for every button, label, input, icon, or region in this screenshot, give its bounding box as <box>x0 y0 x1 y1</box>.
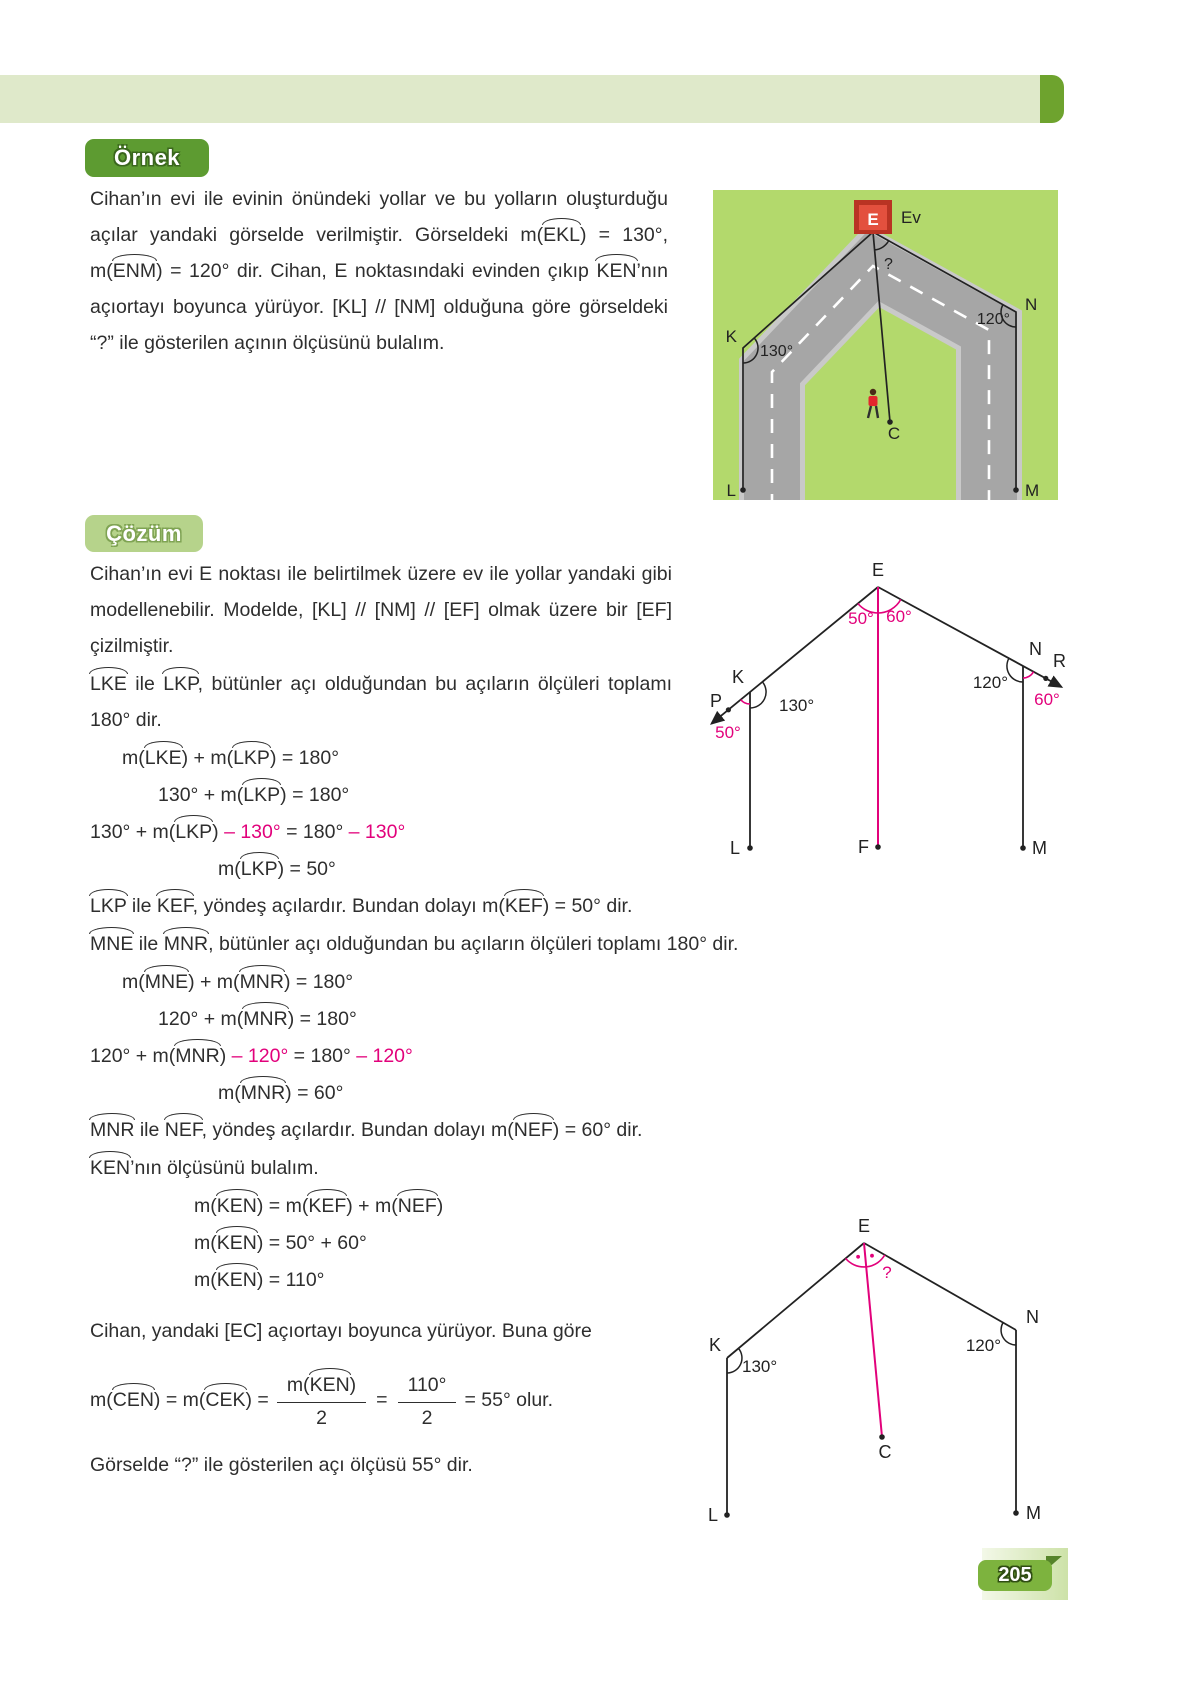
equation-9: m(KEN) = m(KEF) + m(NEF) <box>194 1195 444 1217</box>
equation-11: m(KEN) = 110° <box>194 1269 325 1291</box>
solution-paragraph-5: MNR ile NEF, yöndeş açılardır. Bundan dolayı m(NEF) = 60° dir. <box>90 1119 643 1141</box>
point-C <box>879 1434 885 1440</box>
equation-6: 120° + m(MNR) = 180° <box>158 1008 357 1030</box>
fraction-2 <box>398 1370 457 1430</box>
point-M <box>1013 487 1019 493</box>
header-bar-cap <box>1040 75 1064 123</box>
label-130: 130° <box>760 343 794 360</box>
fraction-equals: = <box>376 1388 388 1411</box>
label-M: M <box>1032 838 1047 858</box>
ray-E-N-R <box>878 587 1062 687</box>
equal-angle-dot-left <box>856 1255 860 1259</box>
equation-1: m(LKE) + m(LKP) = 180° <box>122 747 339 769</box>
solution-paragraph-4: MNE ile MNR, bütünler açı olduğundan bu açıların ölçüleri toplamı 180° dir. <box>90 933 739 955</box>
label-C: C <box>887 424 901 443</box>
label-M: M <box>1026 1503 1041 1523</box>
fraction-pre: m(CEN) = m(CEK) = <box>90 1388 269 1411</box>
segment-E-K <box>727 1243 864 1358</box>
fraction-1-denominator: 2 <box>316 1407 327 1429</box>
solution-diagram-2 <box>695 1212 1075 1532</box>
angle-arc-N-60 <box>1023 672 1034 678</box>
point-M <box>1013 1510 1019 1516</box>
equation-2: 130° + m(LKP) = 180° <box>158 784 350 806</box>
point-L <box>740 487 746 493</box>
label-C: C <box>878 1442 892 1462</box>
page-number-badge: 205 <box>978 1560 1052 1591</box>
equation-8: m(MNR) = 60° <box>218 1082 344 1104</box>
label-50-at-E: 50° <box>848 609 874 628</box>
solution-diagram-1-svg <box>695 552 1075 867</box>
solution-section-badge: Çözüm <box>85 515 203 552</box>
label-K: K <box>731 667 744 687</box>
fraction-1 <box>277 1370 366 1430</box>
label-120: 120° <box>976 311 1010 328</box>
label-question: ? <box>884 256 893 273</box>
point-L <box>724 1512 730 1518</box>
label-130: 130° <box>779 696 815 715</box>
label-120: 120° <box>965 1336 1001 1355</box>
solution-diagram-2-svg <box>695 1212 1075 1527</box>
point-P <box>726 707 731 712</box>
angle-arc-K-50 <box>741 700 750 704</box>
label-N: N <box>1025 295 1038 314</box>
point-L <box>747 845 753 851</box>
solution-paragraph-3: LKP ile KEF, yöndeş açılardır. Bundan dolayı m(KEF) = 50° dir. <box>90 895 633 917</box>
road-illustration <box>713 190 1058 505</box>
fraction-post: = 55° olur. <box>464 1388 554 1411</box>
label-F: F <box>858 837 869 857</box>
label-130: 130° <box>742 1357 778 1376</box>
label-L: L <box>726 481 736 500</box>
label-Ev: Ev <box>901 208 921 227</box>
example-paragraph: Cihan’ın evi ile evinin önündeki yollar ve bu yolların oluşturduğu açılar yandaki görselde verilmiştir. Görseldeki m(EKL) = 130°, m(ENM) = 120° dir. Cihan, E noktasındaki evinden çıkıp KEN’nın açıortayı boyunca yürüyor. [KL] // [NM] olduğuna göre görseldeki “?” ile gösterilen açının ölçüsünü bulalım. <box>90 188 668 354</box>
house-icon <box>854 200 892 234</box>
segment-E-N <box>864 1243 1016 1330</box>
equal-angle-dot-right <box>870 1254 874 1258</box>
label-E-house: E <box>867 210 879 229</box>
fraction-1-numerator: m(KEN) <box>277 1370 366 1403</box>
fraction-2-denominator: 2 <box>421 1407 433 1429</box>
label-P: P <box>709 691 722 711</box>
equation-5: m(MNE) + m(MNR) = 180° <box>122 971 354 993</box>
label-K: K <box>708 1335 721 1355</box>
label-L: L <box>729 838 740 858</box>
bisector-E-C-pink <box>864 1243 882 1437</box>
label-L: L <box>707 1505 718 1525</box>
label-N: N <box>1029 639 1042 659</box>
solution-paragraph-7: Cihan, yandaki [EC] açıortayı boyunca yürüyor. Buna göre <box>90 1320 592 1342</box>
point-R <box>1043 676 1048 681</box>
road-illustration-svg <box>713 190 1058 500</box>
label-60-at-E: 60° <box>886 607 912 626</box>
label-50-exterior: 50° <box>715 723 741 742</box>
point-F <box>875 844 881 850</box>
label-K: K <box>725 327 737 346</box>
point-M <box>1020 845 1026 851</box>
fraction-equation <box>90 1363 795 1437</box>
equation-3: 130° + m(LKP) – 130° = 180° – 130° <box>90 821 406 843</box>
equation-7: 120° + m(MNR) – 120° = 180° – 120° <box>90 1045 413 1067</box>
equation-10: m(KEN) = 50° + 60° <box>194 1232 367 1254</box>
solution-paragraph-6: KEN’nın ölçüsünü bulalım. <box>90 1157 319 1179</box>
label-R: R <box>1053 651 1066 671</box>
equation-4: m(LKP) = 50° <box>218 858 336 880</box>
solution-text-block <box>90 556 795 1485</box>
solution-paragraph-8: Görselde “?” ile gösterilen açı ölçüsü 55° dir. <box>90 1454 473 1476</box>
label-question: ? <box>882 1263 892 1282</box>
fraction-2-numerator: 110° <box>398 1370 457 1403</box>
label-E: E <box>857 1216 871 1236</box>
solution-diagram-1 <box>695 552 1075 872</box>
label-E: E <box>871 560 885 580</box>
solution-paragraph-2: LKE ile LKP, bütünler açı olduğundan bu açıların ölçüleri toplamı 180° dir. <box>90 673 672 731</box>
label-60-exterior: 60° <box>1034 690 1060 709</box>
example-section-badge: Örnek <box>85 139 209 177</box>
label-M: M <box>1025 481 1040 500</box>
label-120: 120° <box>972 673 1008 692</box>
header-bar <box>0 75 1040 123</box>
solution-paragraph-1: Cihan’ın evi E noktası ile belirtilmek üzere ev ile yollar yandaki gibi modellenebilir. Modelde, [KL] // [NM] // [EF] olmak üzere bir [EF] çizilmiştir. <box>90 563 672 657</box>
label-N: N <box>1026 1307 1039 1327</box>
